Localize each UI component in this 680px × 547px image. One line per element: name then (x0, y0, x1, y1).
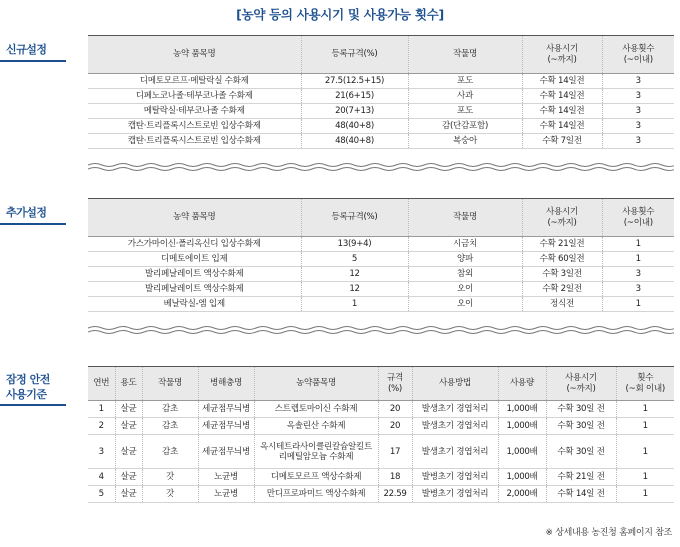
table-cell: 수확 21일전 (522, 237, 602, 252)
column-header: 작물명 (408, 199, 522, 237)
table-cell: 만디프로파미드 액상수화제 (254, 486, 378, 503)
table-row (88, 252, 674, 267)
column-header: 등록규격(%) (301, 36, 408, 74)
table-cell: 1,000배 (498, 418, 546, 435)
table-cell: 20 (378, 401, 412, 418)
table-break-wave (88, 162, 674, 172)
table-cell: 감초 (142, 401, 198, 418)
table-cell: 발리페날레이트 액상수화제 (88, 267, 301, 282)
table-cell: 13(9+4) (301, 237, 408, 252)
column-header: 사용시기 (~까지) (522, 199, 602, 237)
section-underline (0, 223, 66, 225)
table-break-wave (88, 325, 674, 335)
table-cell: 수확 7일전 (522, 134, 602, 149)
table-cell: 수확 3일전 (522, 267, 602, 282)
table-cell: 참외 (408, 267, 522, 282)
table-cell: 48(40+8) (301, 119, 408, 134)
table-cell: 수확 14일전 (522, 89, 602, 104)
table-cell: 17 (378, 435, 412, 469)
table-cell: 1 (616, 435, 674, 469)
table-cell: 3 (602, 134, 674, 149)
table-cell: 가스가마이신·폴리옥신디 입상수화제 (88, 237, 301, 252)
table-cell: 발병초기 경엽처리 (412, 486, 498, 503)
table-cell: 수확 14일전 (522, 104, 602, 119)
table-cell: 감초 (142, 435, 198, 469)
table-cell: 1,000배 (498, 435, 546, 469)
table-cell: 발리페날레이트 액상수화제 (88, 282, 301, 297)
table-cell: 시금치 (408, 237, 522, 252)
table-row (88, 104, 674, 119)
table-cell: 살균 (115, 418, 142, 435)
column-header: 작물명 (142, 367, 198, 401)
table-row (88, 486, 674, 503)
table-cell: 4 (88, 469, 115, 486)
column-header: 사용량 (498, 367, 546, 401)
table-row (88, 469, 674, 486)
table-cell: 수확 2일전 (522, 282, 602, 297)
table-cell: 20 (378, 418, 412, 435)
table-cell: 포도 (408, 104, 522, 119)
table-cell: 21(6+15) (301, 89, 408, 104)
column-header: 사용시기 (~까지) (522, 36, 602, 74)
table-cell: 오이 (408, 297, 522, 312)
table-cell: 수확 30일 전 (546, 418, 616, 435)
table-cell: 세균점무늬병 (198, 418, 254, 435)
table-cell: 18 (378, 469, 412, 486)
table-cell: 수확 30일 전 (546, 401, 616, 418)
table-cell: 세균점무늬병 (198, 401, 254, 418)
table-cell: 노균병 (198, 469, 254, 486)
table-cell: 1,000배 (498, 401, 546, 418)
table-cell: 2,000배 (498, 486, 546, 503)
table-cell: 3 (602, 119, 674, 134)
table-cell: 1 (616, 401, 674, 418)
column-header: 사용시기 (~까지) (546, 367, 616, 401)
table-cell: 살균 (115, 469, 142, 486)
table-row (88, 267, 674, 282)
table-cell: 포도 (408, 74, 522, 89)
section-underline (0, 404, 66, 406)
table-cell: 1,000배 (498, 469, 546, 486)
table-cell: 살균 (115, 435, 142, 469)
table-cell: 1 (301, 297, 408, 312)
table-cell: 옥시테트라사이클린칼슘알킬트리메틸암모늄 수화제 (254, 435, 378, 469)
add-setting-table (88, 198, 674, 312)
table-cell: 3 (602, 104, 674, 119)
table-cell: 1 (616, 418, 674, 435)
table-cell: 3 (88, 435, 115, 469)
table-cell: 1 (88, 401, 115, 418)
column-header: 농약품목명 (254, 367, 378, 401)
column-header: 사용방법 (412, 367, 498, 401)
table-cell: 정식전 (522, 297, 602, 312)
table-cell: 1 (616, 469, 674, 486)
table-cell: 디페노코나졸·테부코나졸 수화제 (88, 89, 301, 104)
table-cell: 3 (602, 267, 674, 282)
table-cell: 3 (602, 282, 674, 297)
table-cell: 양파 (408, 252, 522, 267)
table-cell: 수확 14일전 (522, 74, 602, 89)
table-cell: 1 (602, 237, 674, 252)
table-cell: 복숭아 (408, 134, 522, 149)
table-cell: 1 (602, 252, 674, 267)
table-cell: 갓 (142, 469, 198, 486)
column-header: 규격(%) (378, 367, 412, 401)
table-cell: 수확 21일 전 (546, 469, 616, 486)
table-cell: 세균점무늬병 (198, 435, 254, 469)
table-cell: 20(7+13) (301, 104, 408, 119)
table-row (88, 418, 674, 435)
column-header: 병해충명 (198, 367, 254, 401)
table-row (88, 435, 674, 469)
table-cell: 발병초기 경엽처리 (412, 469, 498, 486)
section-title-add: 추가설정 (6, 206, 47, 219)
table-cell: 5 (88, 486, 115, 503)
column-header: 작물명 (408, 36, 522, 74)
table-cell: 48(40+8) (301, 134, 408, 149)
column-header: 사용횟수 (~이내) (602, 36, 674, 74)
table-cell: 2 (88, 418, 115, 435)
column-header: 연번 (88, 367, 115, 401)
section-title-new: 신규설정 (6, 43, 47, 56)
table-cell: 갓 (142, 486, 198, 503)
table-cell: 베날락실-엠 입제 (88, 297, 301, 312)
table-cell: 수확 30일 전 (546, 435, 616, 469)
table-cell: 살균 (115, 486, 142, 503)
table-cell: 27.5(12.5+15) (301, 74, 408, 89)
table-cell: 사과 (408, 89, 522, 104)
table-cell: 감초 (142, 418, 198, 435)
column-header: 용도 (115, 367, 142, 401)
page-title: [농약 등의 사용시기 및 사용가능 횟수] (236, 7, 444, 22)
section-underline (0, 60, 66, 62)
table-cell: 12 (301, 267, 408, 282)
table-cell: 살균 (115, 401, 142, 418)
table-cell: 3 (602, 74, 674, 89)
table-row (88, 237, 674, 252)
table-cell: 디메토모르프·메탈락실 수화제 (88, 74, 301, 89)
table-row (88, 297, 674, 312)
table-cell: 1 (616, 486, 674, 503)
column-header: 농약 품목명 (88, 36, 301, 74)
table-cell: 12 (301, 282, 408, 297)
table-cell: 감(단감포함) (408, 119, 522, 134)
table-cell: 22.59 (378, 486, 412, 503)
table-cell: 발생초기 경엽처리 (412, 418, 498, 435)
table-cell: 수확 60일전 (522, 252, 602, 267)
table-row (88, 401, 674, 418)
footnote: ※ 상세내용 농진청 홈페이지 참조 (545, 528, 672, 538)
table-row (88, 89, 674, 104)
table-cell: 스트렙토마이신 수화제 (254, 401, 378, 418)
table-cell: 발생초기 경엽처리 (412, 401, 498, 418)
section-title-provisional: 잠정 안전 사용기준 (6, 373, 50, 401)
table-cell: 오이 (408, 282, 522, 297)
table-cell: 디메토에이트 입제 (88, 252, 301, 267)
table-cell: 수확 14일전 (522, 119, 602, 134)
column-header: 횟수 (~회 이내) (616, 367, 674, 401)
provisional-table (88, 366, 674, 503)
table-cell: 메탈락실·테부코나졸 수화제 (88, 104, 301, 119)
table-cell: 캡탄·트리플록시스트로빈 입상수화제 (88, 134, 301, 149)
new-setting-table (88, 35, 674, 149)
column-header: 등록규격(%) (301, 199, 408, 237)
table-row (88, 119, 674, 134)
table-cell: 옥솔린산 수화제 (254, 418, 378, 435)
table-cell: 수확 14일 전 (546, 486, 616, 503)
table-cell: 1 (602, 297, 674, 312)
table-cell: 5 (301, 252, 408, 267)
column-header: 농약 품목명 (88, 199, 301, 237)
table-cell: 3 (602, 89, 674, 104)
table-row (88, 134, 674, 149)
table-row (88, 282, 674, 297)
table-cell: 발생초기 경엽처리 (412, 435, 498, 469)
table-cell: 노균병 (198, 486, 254, 503)
table-cell: 디메토모르프 액상수화제 (254, 469, 378, 486)
column-header: 사용횟수 (~이내) (602, 199, 674, 237)
table-cell: 캡탄·트리플록시스트로빈 입상수화제 (88, 119, 301, 134)
table-row (88, 74, 674, 89)
